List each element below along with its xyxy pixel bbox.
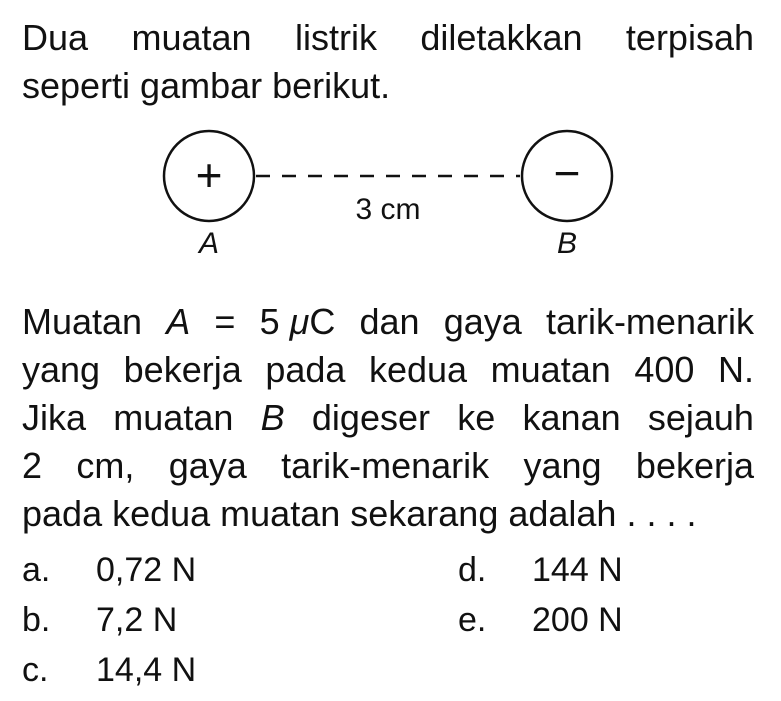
charge-diagram [0, 120, 781, 280]
option-a[interactable] [22, 548, 196, 592]
distance-label: 3 cm [355, 193, 421, 226]
option-b-value: 7,2 N [96, 601, 178, 639]
q3-prefix: Jika muatan [22, 397, 234, 438]
option-c-letter: c. [22, 651, 49, 689]
option-a-letter: a. [22, 551, 51, 589]
q3-var-b: B [260, 397, 285, 438]
intro-line-1: Dua muatan listrik diletakkan terpisah [22, 17, 754, 58]
option-c[interactable] [22, 648, 196, 692]
question-line-1 [22, 298, 754, 346]
option-b[interactable] [22, 598, 177, 642]
option-b-letter: b. [22, 601, 51, 639]
charge-a-sign: + [195, 149, 223, 201]
q1-prefix: Muatan [22, 301, 143, 342]
question-line-2: yang bekerja pada kedua muatan 400 N. [22, 349, 754, 390]
option-a-value: 0,72 N [96, 551, 197, 589]
q1-mu: μ [289, 301, 310, 342]
option-e-value: 200 N [532, 601, 623, 639]
charge-b-label: B [556, 227, 577, 260]
option-d-value: 144 N [532, 551, 623, 589]
question-line-4: 2 cm, gaya tarik-menarik yang bekerja [22, 445, 754, 486]
question-line-3 [22, 394, 754, 442]
q1-var-a: A [166, 301, 191, 342]
intro-line-2: seperti gambar berikut. [22, 65, 391, 106]
charge-a-label: A [198, 227, 219, 260]
q1-eq: = 5 [214, 301, 280, 342]
option-e-letter: e. [458, 601, 487, 639]
charge-b-sign: − [553, 147, 581, 199]
option-c-value: 14,4 N [96, 651, 197, 689]
question-line-5: pada kedua muatan sekarang adalah . . . . [22, 493, 697, 534]
option-e[interactable] [458, 598, 623, 642]
q1-rest: C dan gaya tarik-menarik [309, 301, 754, 342]
option-d[interactable] [458, 548, 623, 592]
q3-rest: digeser ke kanan sejauh [311, 397, 754, 438]
option-d-letter: d. [458, 551, 487, 589]
